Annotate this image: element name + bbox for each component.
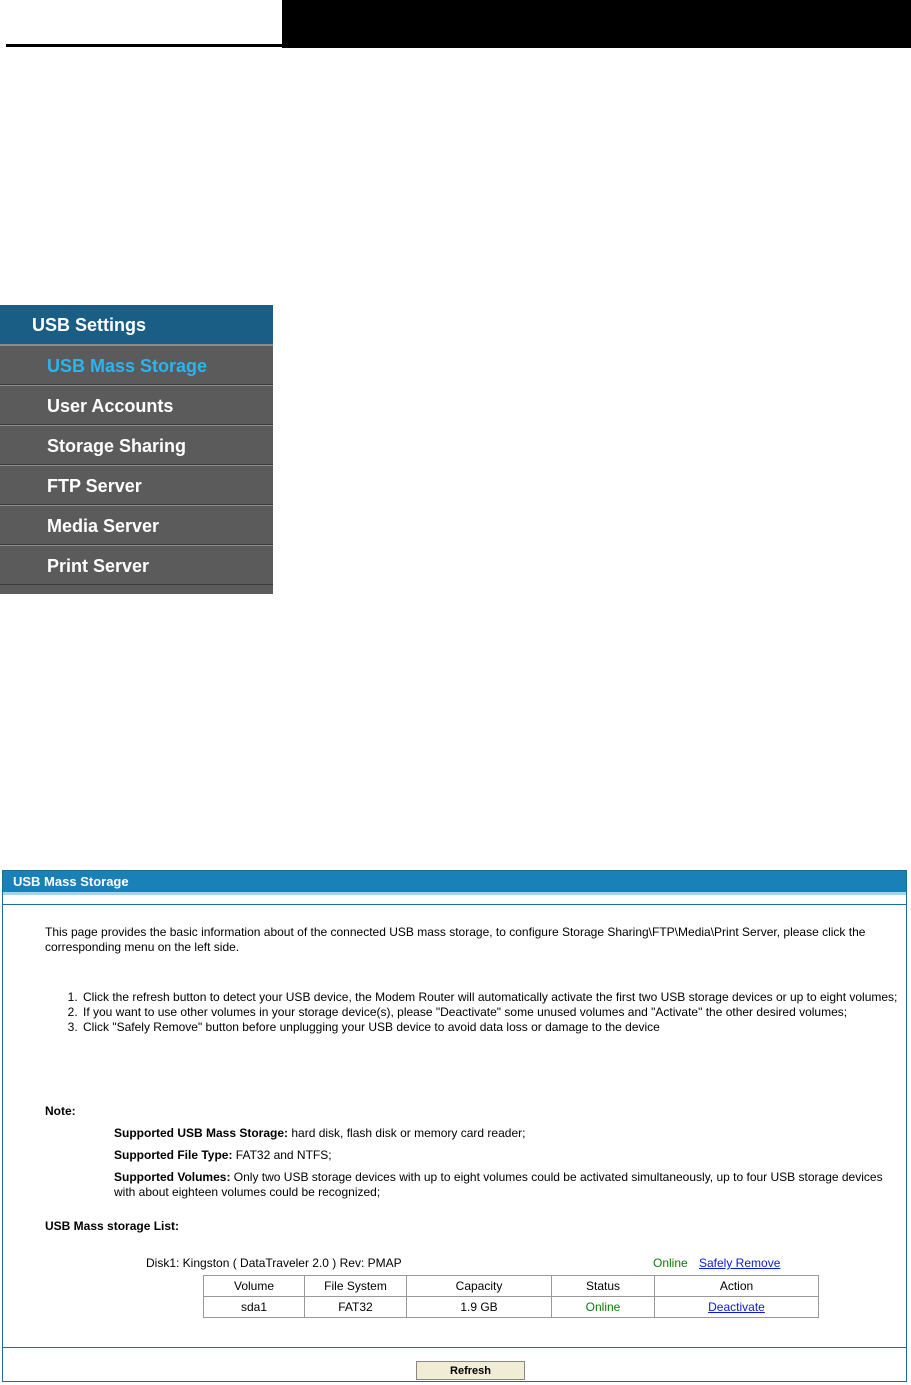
menu-item-ftp-server[interactable]: FTP Server <box>0 465 273 505</box>
menu-item-user-accounts[interactable]: User Accounts <box>0 385 273 425</box>
note-label-volumes: Supported Volumes: <box>114 1170 231 1184</box>
safely-remove-link[interactable]: Safely Remove <box>699 1256 781 1270</box>
menu-item-usb-mass-storage[interactable]: USB Mass Storage <box>0 345 273 385</box>
note-label: Note: <box>45 1104 76 1118</box>
intro-text: This page provides the basic information about of the connected USB mass storage, to configure Storage Sharing\FTP\Media\Print Server, please click the corresponding menu on the left side. <box>45 925 866 954</box>
usb-mass-storage-panel <box>2 870 907 1382</box>
deactivate-link[interactable]: Deactivate <box>708 1300 765 1314</box>
header-rule <box>6 44 282 47</box>
step-item: 2. If you want to use other volumes in your storage device(s), please "Deactivate" some unused volumes and "Activate" the other desired volumes; <box>81 1005 911 1019</box>
usb-settings-menu <box>0 305 273 594</box>
table-row <box>204 1297 819 1318</box>
col-status: Status <box>552 1276 655 1297</box>
col-capacity: Capacity <box>407 1276 552 1297</box>
divider <box>3 1347 906 1348</box>
note-label-filetype: Supported File Type: <box>114 1148 233 1162</box>
volume-table <box>203 1275 819 1318</box>
note-text-storage: hard disk, flash disk or memory card reader; <box>288 1126 526 1140</box>
disk-status: Online <box>653 1256 688 1270</box>
note-supported-volumes <box>114 1170 894 1200</box>
note-supported-filetype <box>114 1148 894 1163</box>
col-file-system: File System <box>305 1276 407 1297</box>
header-bar <box>282 0 911 48</box>
note-label-storage: Supported USB Mass Storage: <box>114 1126 289 1140</box>
menu-title: USB Settings <box>0 305 273 345</box>
step-item: 3. Click "Safely Remove" button before unplugging your USB device to avoid data loss or damage to the device <box>81 1020 911 1034</box>
cell-capacity: 1.9 GB <box>407 1297 552 1318</box>
col-action: Action <box>655 1276 819 1297</box>
instruction-steps <box>45 990 911 1035</box>
cell-volume: sda1 <box>204 1297 305 1318</box>
menu-item-storage-sharing[interactable]: Storage Sharing <box>0 425 273 465</box>
storage-list-label: USB Mass storage List: <box>45 1219 180 1233</box>
note-text-filetype: FAT32 and NTFS; <box>232 1148 332 1162</box>
cell-action <box>655 1297 819 1318</box>
menu-item-media-server[interactable]: Media Server <box>0 505 273 545</box>
table-header-row <box>204 1276 819 1297</box>
cell-file-system: FAT32 <box>305 1297 407 1318</box>
note-text-volumes: Only two USB storage devices with up to eight volumes could be activated simultaneously, up to four USB storage devices with about eighteen volumes could be recognized; <box>114 1170 883 1199</box>
cell-status: Online <box>552 1297 655 1318</box>
panel-title: USB Mass Storage <box>3 871 906 895</box>
col-volume: Volume <box>204 1276 305 1297</box>
refresh-button[interactable]: Refresh <box>416 1361 525 1380</box>
divider <box>3 904 906 905</box>
note-supported-storage <box>114 1126 894 1141</box>
step-item: 1. Click the refresh button to detect your USB device, the Modem Router will automatically activate the first two USB storage devices or up to eight volumes; <box>81 990 911 1004</box>
disk-name: Disk1: Kingston ( DataTraveler 2.0 ) Rev: PMAP <box>146 1256 402 1270</box>
menu-item-print-server[interactable]: Print Server <box>0 545 273 585</box>
